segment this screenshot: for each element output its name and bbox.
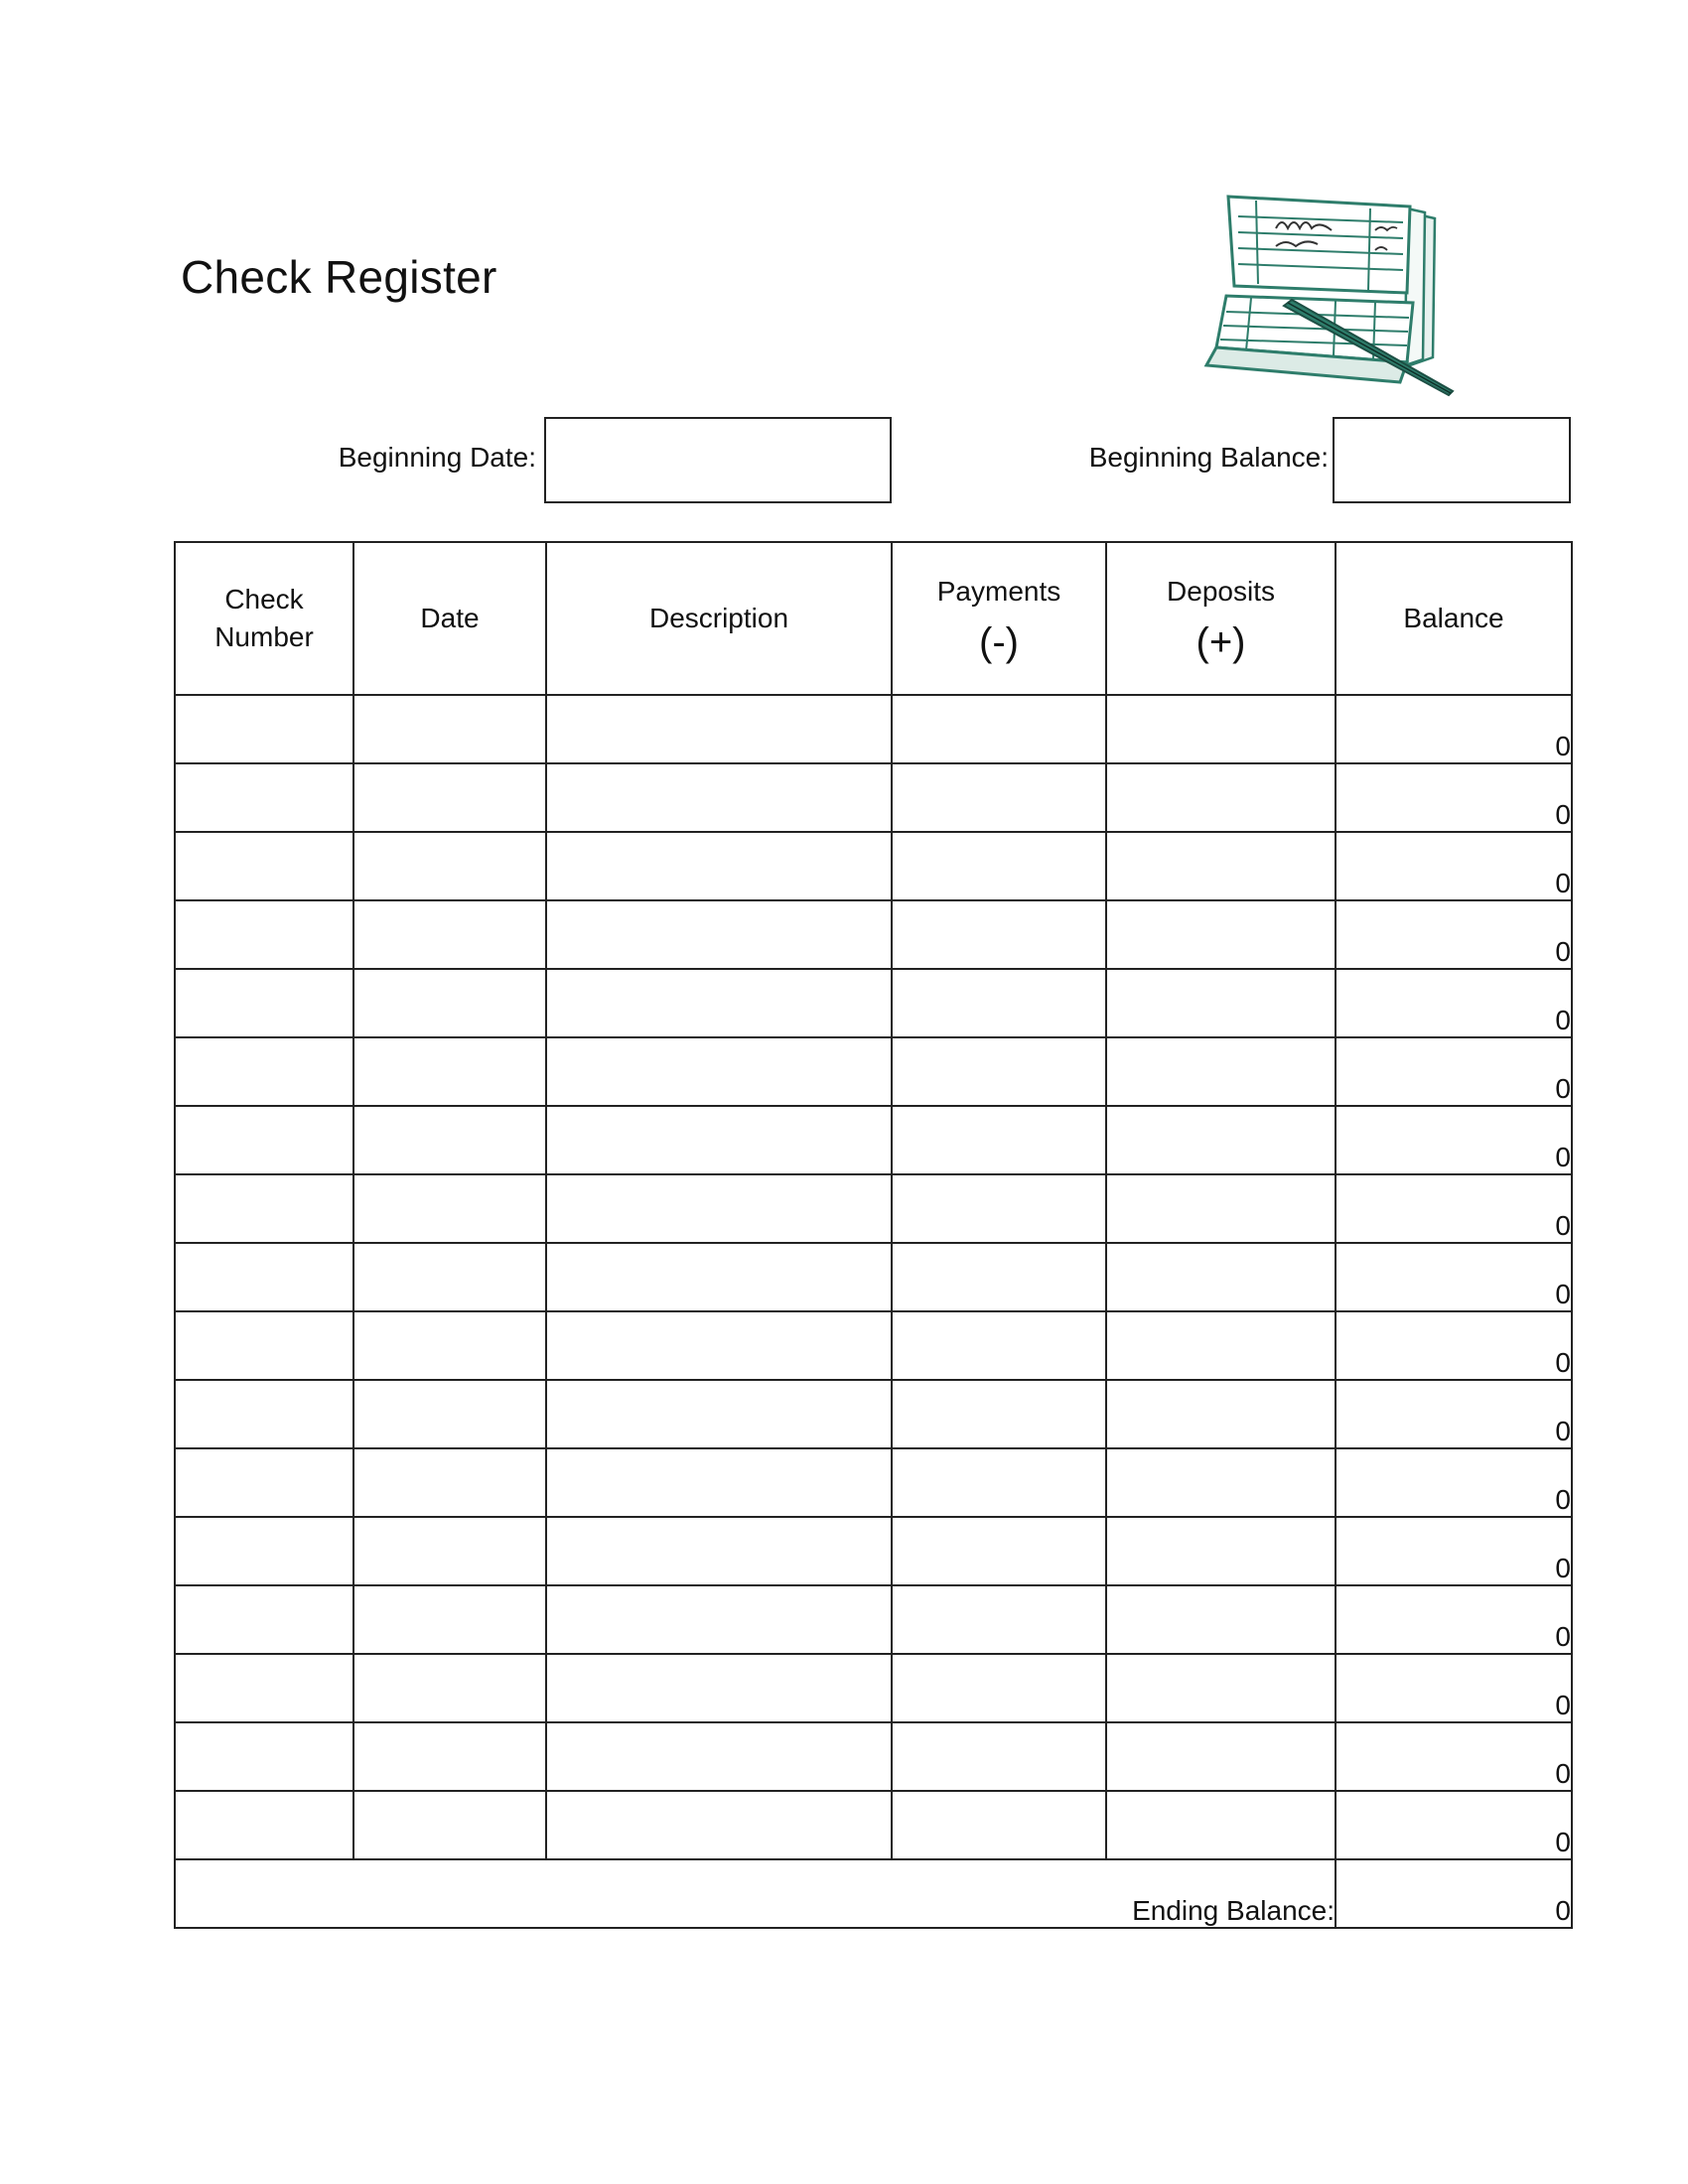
- payments-cell[interactable]: [892, 763, 1106, 832]
- table-row: [175, 763, 1572, 832]
- table-row: [175, 969, 1572, 1037]
- description-cell[interactable]: [546, 1791, 892, 1859]
- date-cell[interactable]: [353, 1448, 546, 1517]
- payments-cell[interactable]: [892, 1380, 1106, 1448]
- payments-cell[interactable]: [892, 1311, 1106, 1380]
- column-header-date: Date: [353, 542, 546, 695]
- table-row: [175, 1517, 1572, 1585]
- date-cell[interactable]: [353, 1106, 546, 1174]
- deposits-cell[interactable]: [1106, 1380, 1336, 1448]
- payments-cell[interactable]: [892, 695, 1106, 763]
- column-header-check-number: [175, 542, 353, 695]
- deposits-cell[interactable]: [1106, 1791, 1336, 1859]
- table-header-row: [175, 542, 1572, 695]
- payments-cell[interactable]: [892, 1174, 1106, 1243]
- check-number-cell[interactable]: [175, 1722, 353, 1791]
- column-header-deposits: [1106, 542, 1336, 695]
- deposits-cell[interactable]: [1106, 1517, 1336, 1585]
- description-cell[interactable]: [546, 1174, 892, 1243]
- date-cell[interactable]: [353, 1380, 546, 1448]
- deposits-cell[interactable]: [1106, 1722, 1336, 1791]
- check-number-cell[interactable]: [175, 1037, 353, 1106]
- date-cell[interactable]: [353, 1243, 546, 1311]
- description-cell[interactable]: [546, 1037, 892, 1106]
- table-row: [175, 1037, 1572, 1106]
- date-cell[interactable]: [353, 900, 546, 969]
- description-cell[interactable]: [546, 969, 892, 1037]
- table-row: [175, 1174, 1572, 1243]
- payments-cell[interactable]: [892, 1106, 1106, 1174]
- beginning-date-label: Beginning Date:: [338, 442, 536, 473]
- balance-cell: 0: [1336, 1174, 1572, 1243]
- table-row: [175, 1448, 1572, 1517]
- deposits-cell[interactable]: [1106, 1174, 1336, 1243]
- table-row: [175, 1791, 1572, 1859]
- beginning-date-field[interactable]: [544, 417, 892, 503]
- description-cell[interactable]: [546, 1380, 892, 1448]
- balance-cell: 0: [1336, 1380, 1572, 1448]
- description-cell[interactable]: [546, 1585, 892, 1654]
- check-number-cell[interactable]: [175, 1448, 353, 1517]
- table-row: [175, 1106, 1572, 1174]
- description-cell[interactable]: [546, 1106, 892, 1174]
- payments-header-label: Payments: [936, 576, 1061, 607]
- balance-cell: 0: [1336, 763, 1572, 832]
- date-cell[interactable]: [353, 1037, 546, 1106]
- balance-cell: 0: [1336, 900, 1572, 969]
- column-header-payments: [892, 542, 1106, 695]
- check-number-cell[interactable]: [175, 1174, 353, 1243]
- description-cell[interactable]: [546, 695, 892, 763]
- check-number-header-line1: Check: [224, 584, 304, 614]
- table-row: [175, 1585, 1572, 1654]
- deposits-cell[interactable]: [1106, 1106, 1336, 1174]
- deposits-cell[interactable]: [1106, 1654, 1336, 1722]
- column-header-balance: Balance: [1336, 542, 1572, 695]
- deposits-cell[interactable]: [1106, 1311, 1336, 1380]
- beginning-balance-label: Beginning Balance:: [1088, 442, 1329, 473]
- table-row: [175, 832, 1572, 900]
- check-number-cell[interactable]: [175, 900, 353, 969]
- payments-sign: (-): [979, 620, 1019, 664]
- table-row: [175, 1311, 1572, 1380]
- date-cell[interactable]: [353, 1174, 546, 1243]
- table-row: [175, 695, 1572, 763]
- payments-cell[interactable]: [892, 1448, 1106, 1517]
- description-cell[interactable]: [546, 763, 892, 832]
- date-cell[interactable]: [353, 1517, 546, 1585]
- check-number-cell[interactable]: [175, 1311, 353, 1380]
- description-cell[interactable]: [546, 1243, 892, 1311]
- payments-cell[interactable]: [892, 1654, 1106, 1722]
- date-cell[interactable]: [353, 1654, 546, 1722]
- balance-cell: 0: [1336, 1654, 1572, 1722]
- date-cell[interactable]: [353, 1791, 546, 1859]
- description-cell[interactable]: [546, 1448, 892, 1517]
- balance-cell: 0: [1336, 1517, 1572, 1585]
- balance-cell: 0: [1336, 1791, 1572, 1859]
- payments-cell[interactable]: [892, 1585, 1106, 1654]
- check-number-cell[interactable]: [175, 1106, 353, 1174]
- table-row: [175, 1380, 1572, 1448]
- description-cell[interactable]: [546, 900, 892, 969]
- deposits-sign: (+): [1196, 620, 1246, 664]
- balance-cell: 0: [1336, 1106, 1572, 1174]
- payments-cell[interactable]: [892, 1722, 1106, 1791]
- deposits-cell[interactable]: [1106, 1037, 1336, 1106]
- balance-cell: 0: [1336, 1448, 1572, 1517]
- check-number-cell[interactable]: [175, 969, 353, 1037]
- check-number-cell[interactable]: [175, 1585, 353, 1654]
- ending-balance-row: [175, 1859, 1572, 1928]
- deposits-cell[interactable]: [1106, 832, 1336, 900]
- deposits-cell[interactable]: [1106, 1243, 1336, 1311]
- table-row: [175, 900, 1572, 969]
- date-cell[interactable]: [353, 763, 546, 832]
- ending-balance-label: Ending Balance:: [175, 1859, 1336, 1928]
- deposits-cell[interactable]: [1106, 969, 1336, 1037]
- description-cell[interactable]: [546, 832, 892, 900]
- deposits-cell[interactable]: [1106, 763, 1336, 832]
- check-number-cell[interactable]: [175, 695, 353, 763]
- balance-cell: 0: [1336, 1037, 1572, 1106]
- balance-cell: 0: [1336, 1585, 1572, 1654]
- date-cell[interactable]: [353, 695, 546, 763]
- column-header-description: Description: [546, 542, 892, 695]
- date-cell[interactable]: [353, 832, 546, 900]
- balance-cell: 0: [1336, 832, 1572, 900]
- description-cell[interactable]: [546, 1722, 892, 1791]
- table-row: [175, 1654, 1572, 1722]
- date-cell[interactable]: [353, 969, 546, 1037]
- date-cell[interactable]: [353, 1311, 546, 1380]
- balance-cell: 0: [1336, 1722, 1572, 1791]
- payments-cell[interactable]: [892, 1243, 1106, 1311]
- balance-cell: 0: [1336, 969, 1572, 1037]
- description-cell[interactable]: [546, 1654, 892, 1722]
- deposits-header-label: Deposits: [1167, 576, 1275, 607]
- payments-cell[interactable]: [892, 1037, 1106, 1106]
- table-row: [175, 1722, 1572, 1791]
- check-number-cell[interactable]: [175, 1517, 353, 1585]
- beginning-balance-field[interactable]: [1333, 417, 1571, 503]
- payments-cell[interactable]: [892, 900, 1106, 969]
- balance-cell: 0: [1336, 695, 1572, 763]
- check-number-cell[interactable]: [175, 1243, 353, 1311]
- check-number-cell[interactable]: [175, 1654, 353, 1722]
- check-number-cell[interactable]: [175, 832, 353, 900]
- deposits-cell[interactable]: [1106, 695, 1336, 763]
- checkbook-pen-icon: [1196, 189, 1475, 402]
- page-title: Check Register: [181, 251, 497, 303]
- payments-cell[interactable]: [892, 832, 1106, 900]
- balance-cell: 0: [1336, 1243, 1572, 1311]
- deposits-cell[interactable]: [1106, 900, 1336, 969]
- table-row: [175, 1243, 1572, 1311]
- payments-cell[interactable]: [892, 1791, 1106, 1859]
- payments-cell[interactable]: [892, 1517, 1106, 1585]
- date-cell[interactable]: [353, 1585, 546, 1654]
- check-number-cell[interactable]: [175, 1791, 353, 1859]
- ending-balance-value: 0: [1336, 1859, 1572, 1928]
- payments-cell[interactable]: [892, 969, 1106, 1037]
- deposits-cell[interactable]: [1106, 1585, 1336, 1654]
- description-cell[interactable]: [546, 1517, 892, 1585]
- description-cell[interactable]: [546, 1311, 892, 1380]
- check-number-cell[interactable]: [175, 763, 353, 832]
- check-register-table: [174, 541, 1573, 1929]
- date-cell[interactable]: [353, 1722, 546, 1791]
- check-number-cell[interactable]: [175, 1380, 353, 1448]
- balance-cell: 0: [1336, 1311, 1572, 1380]
- deposits-cell[interactable]: [1106, 1448, 1336, 1517]
- check-number-header-line2: Number: [214, 621, 314, 652]
